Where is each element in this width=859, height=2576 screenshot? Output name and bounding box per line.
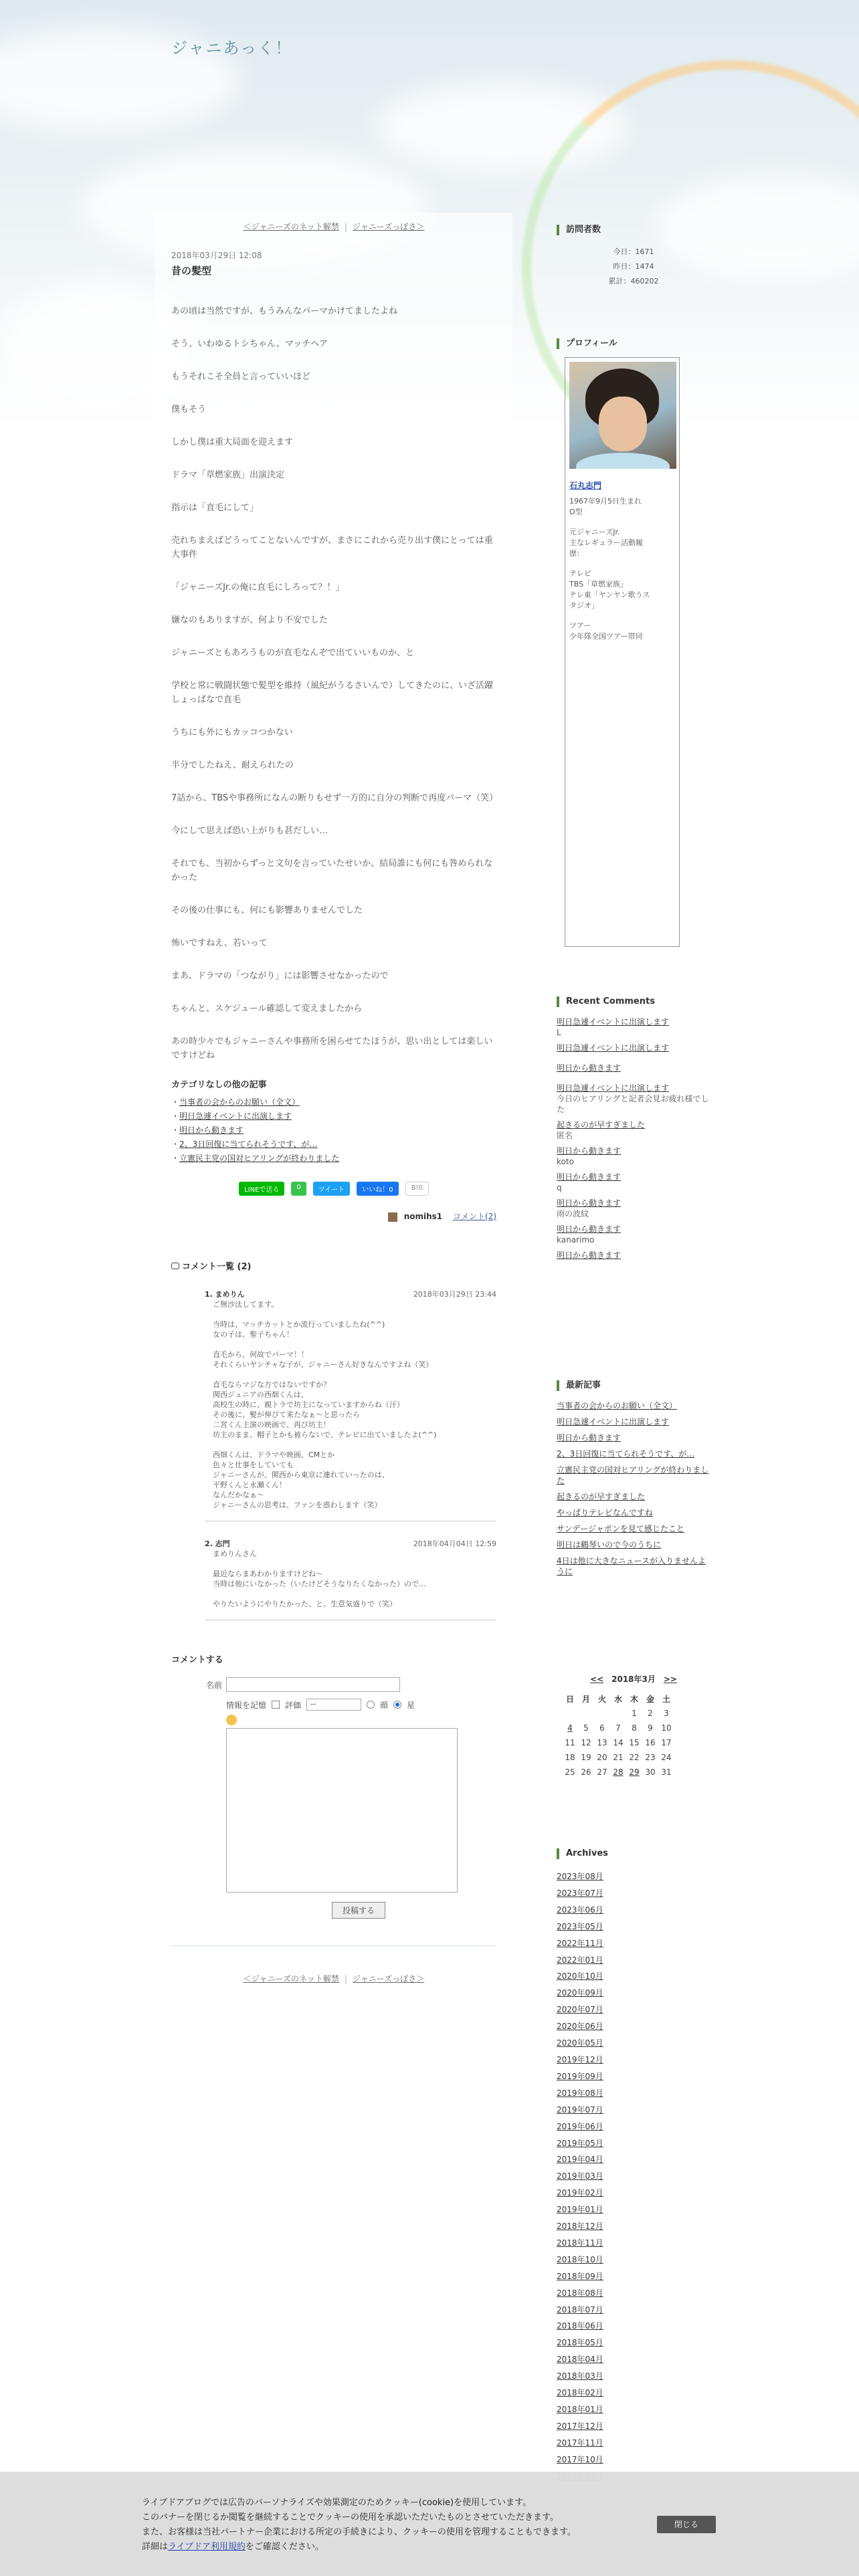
recent-comment-link[interactable]: 明日急遽イベントに出演します	[557, 1043, 670, 1053]
comment-count-link[interactable]: コメント(2)	[453, 1212, 496, 1221]
calendar-day: 22	[629, 1753, 640, 1762]
comment-gap	[205, 1559, 496, 1569]
face-radio-label: 顔	[380, 1700, 389, 1710]
article-paragraph: 売れちまえばどうってことないんですが、まさにこれから売り出す僕にとっては重大事件	[171, 536, 493, 560]
recent-comment-author	[557, 1073, 710, 1078]
comment-item	[205, 1289, 496, 1521]
recent-comment-link[interactable]: 明日から動きます	[557, 1146, 622, 1156]
recent-comment-author: 今日のヒアリングと記者会見お疲れ様でした	[557, 1094, 709, 1114]
recent-comment-link[interactable]: 明日急遽イベントに出演します	[557, 1017, 670, 1027]
calendar-day: 26	[581, 1767, 591, 1777]
latest-article-link[interactable]: 4日は他に大きなニュースが入りませんように	[557, 1556, 706, 1576]
comment-line: 坊主のまま、帽子とかも被らないで、テレビに出ていましたよ(^^)	[213, 1430, 437, 1439]
calendar-week	[562, 1721, 674, 1735]
like-button[interactable]: いいね！0	[357, 1182, 398, 1196]
recent-comments-heading: Recent Comments	[557, 996, 710, 1007]
recent-comment-link[interactable]: 明日から動きます	[557, 1224, 622, 1234]
recent-comment-link[interactable]: 明日から動きます	[557, 1172, 622, 1182]
latest-article-link[interactable]: 立憲民主党の国対ヒアリングが終わりました	[557, 1465, 709, 1485]
recent-comment-author	[557, 1261, 710, 1265]
recent-comment-item	[557, 1083, 710, 1093]
comment-line: 当時は、マッチカットとか流行っていましたね(^^)	[213, 1320, 385, 1329]
archive-month-link[interactable]: 2019年06月	[557, 2121, 603, 2131]
comment-line: 平野くんと永瀬くん！	[213, 1481, 286, 1489]
calendar-day: 16	[645, 1738, 656, 1747]
rating-select[interactable]: ー	[306, 1699, 361, 1711]
comment-line: 二宮くん主演の映画で、再び坊主！	[213, 1420, 330, 1429]
comment-textarea[interactable]	[226, 1728, 458, 1893]
article-paragraph: 指示は「直毛にして」	[171, 503, 259, 513]
profile-heading: プロフィール	[557, 338, 710, 349]
related-article-item: ・2、3日回復に当てられそうです、が…	[171, 1140, 318, 1149]
archive-month-link[interactable]: 2023年08月	[557, 1872, 603, 1881]
calendar-day	[626, 1765, 642, 1780]
calendar-week	[562, 1750, 674, 1765]
archive-month-link[interactable]: 2023年07月	[557, 1888, 603, 1898]
latest-articles-heading: 最新記事	[557, 1380, 710, 1391]
article-body	[171, 304, 496, 1063]
face-radio[interactable]	[367, 1701, 375, 1709]
article-title: 昔の髪型	[171, 265, 212, 277]
calendar-day: 25	[565, 1767, 575, 1777]
archive-month-link[interactable]: 2017年10月	[557, 2454, 603, 2464]
calendar-table	[562, 1691, 674, 1780]
recent-comment-author	[557, 1053, 710, 1058]
calendar-day: 3	[664, 1709, 669, 1718]
calendar-day: 6	[599, 1723, 605, 1733]
calendar-day: 5	[583, 1723, 589, 1733]
calendar-day: 1	[632, 1709, 637, 1718]
profile-name-link[interactable]: 石丸志門	[569, 481, 602, 490]
submit-comment-button[interactable]: 投稿する	[332, 1902, 385, 1919]
calendar-day	[610, 1765, 626, 1780]
recent-comment-author: koto	[557, 1157, 574, 1166]
remember-label: 情報を記憶	[226, 1700, 267, 1710]
latest-article-link[interactable]: 明日から動きます	[557, 1433, 622, 1442]
latest-articles-widget	[557, 1380, 710, 1582]
profile-line: 元ジャニーズJr.	[569, 528, 620, 536]
comment-line: その後に、髪が伸びて来たなぁ～と思ったら	[213, 1410, 360, 1419]
comment-options	[226, 1699, 496, 1711]
archive-month-link[interactable]: 2020年06月	[557, 2022, 603, 2032]
recent-comment-author: 雨の波紋	[557, 1209, 589, 1218]
related-article-link[interactable]: 明日から動きます	[179, 1125, 244, 1135]
article-paragraph: しかし僕は重大局面を迎えます	[171, 437, 294, 447]
recent-comment-item	[557, 1250, 710, 1261]
related-article-item: ・当事者の会からのお願い（全文）	[171, 1097, 300, 1107]
article-paragraph: 「ジャニーズJr.の俺に直毛にしろって？！」	[171, 582, 345, 593]
recent-comment-item	[557, 1119, 710, 1130]
article-paragraph: 僕もそう	[171, 405, 207, 415]
comment-line: 直毛ならマジな方ではないですか？	[213, 1380, 330, 1389]
rating-label: 評価	[285, 1700, 302, 1710]
name-row	[171, 1677, 496, 1692]
calendar-day	[578, 1706, 594, 1721]
recent-comment-author: q	[557, 1183, 562, 1192]
article-paragraph: ドラマ「草燃家族」出演決定	[171, 470, 285, 480]
calendar-day: 15	[629, 1738, 640, 1747]
next-article-link[interactable]: ジャニーズっぽさ＞	[352, 222, 425, 231]
comment-line: ご無沙汰してます。	[213, 1300, 279, 1309]
archive-month-link[interactable]: 2018年07月	[557, 2304, 603, 2315]
recent-comment-author: L	[557, 1028, 561, 1037]
profile-gap	[569, 611, 675, 621]
calendar-week	[562, 1765, 674, 1780]
cookie-line-4-pre: 詳細は	[142, 2542, 169, 2552]
related-article-link[interactable]: 立憲民主党の国対ヒアリングが終わりました	[179, 1154, 340, 1163]
calendar-weekdays	[562, 1691, 674, 1706]
article	[155, 249, 512, 1946]
calendar-weekday: 月	[581, 1694, 590, 1704]
article-paragraph: 嫌なのもありますが、何より不安でした	[171, 615, 328, 625]
latest-article-link[interactable]: 2、3日回復に当てられそうです、が…	[557, 1449, 695, 1459]
archive-month-link[interactable]: 2019年07月	[557, 2105, 603, 2115]
calendar-day	[562, 1706, 578, 1721]
archive-month-link[interactable]: 2017年12月	[557, 2421, 603, 2431]
prev-article-link-bottom[interactable]: ＜ジャニーズのネット解禁	[243, 1974, 339, 1983]
profile-line: 少年隊全国ツアー帯同	[569, 632, 643, 641]
cookie-banner	[0, 2472, 859, 2576]
archive-month-link[interactable]: 2020年07月	[557, 2005, 603, 2015]
latest-article-link[interactable]: サンデージャポンを見て感じたこと	[557, 1524, 684, 1533]
cookie-line-4	[142, 2540, 576, 2555]
star-radio[interactable]	[393, 1701, 401, 1709]
archive-month-link[interactable]: 2018年01月	[557, 2405, 603, 2414]
visits-yesterday: 昨日：1474	[613, 262, 654, 271]
archive-month-link[interactable]: 2020年10月	[557, 1971, 603, 1981]
recent-comment-link[interactable]: 明日から動きます	[557, 1198, 622, 1208]
archives-widget	[557, 1848, 710, 2485]
cookie-line-4-post: をご確認ください。	[245, 2542, 324, 2552]
article-paragraph: あの頃は当然ですが、もうみんなパーマかけてましたよね	[171, 306, 398, 316]
profile-line: 主なレギュラー活動履	[569, 538, 643, 547]
calendar-day: 8	[632, 1723, 637, 1733]
calendar-header	[557, 1673, 710, 1685]
archive-month-link[interactable]: 2019年01月	[557, 2205, 603, 2215]
calendar-day-link[interactable]: 28	[613, 1767, 624, 1777]
profile-widget	[557, 338, 710, 947]
archive-month-link[interactable]: 2018年06月	[557, 2321, 603, 2331]
calendar-day	[610, 1706, 626, 1721]
calendar-day: 9	[648, 1723, 653, 1733]
archive-month-link[interactable]: 2017年11月	[557, 2438, 603, 2448]
article-paragraph: まあ、ドラマの「つながり」には影響させなかったので	[171, 971, 389, 981]
cookie-close-button[interactable]: 閉じる	[657, 2516, 716, 2533]
comment-line: ジャニーさんが、関西から東京に連れていったのは、	[213, 1471, 389, 1479]
profile-line: テレ東「ヤンヤン歌うス	[569, 591, 650, 599]
profile-gap	[569, 518, 675, 527]
comment-line: まめりんさん	[213, 1549, 257, 1558]
archive-month-link[interactable]: 2022年11月	[557, 1938, 603, 1948]
category-heading: カテゴリなしの他の記事	[171, 1080, 267, 1090]
calendar-day: 21	[613, 1753, 624, 1762]
comment-count-button[interactable]: 0	[291, 1182, 306, 1196]
calendar-weekday: 木	[630, 1694, 638, 1704]
comment-gap	[205, 1370, 496, 1380]
emoji-picker-icon[interactable]	[226, 1715, 237, 1725]
archives-list	[557, 1868, 710, 2485]
comment-line: 女の子は、聖子ちゃん！	[213, 1330, 294, 1339]
comment-line: やりたいようにやりたかった、と。生意気盛りで（笑）	[213, 1600, 397, 1608]
archive-month-link[interactable]: 2020年05月	[557, 2038, 603, 2048]
recent-comment-author: kanarimo	[557, 1235, 595, 1245]
calendar-next-link[interactable]: >>	[663, 1675, 677, 1684]
comment-line: 関西ジュニアの西畑くんは、	[213, 1390, 308, 1399]
latest-article-link[interactable]: 起きるのが早すぎました	[557, 1492, 646, 1501]
pager-nav-bottom: ＜ジャニーズのネット解禁 | ジャニーズっぽさ＞	[243, 1974, 425, 1983]
article-date: 2018年03月29日 12:08	[171, 251, 262, 260]
visits-today: 今日：1671	[613, 247, 654, 256]
profile-line: 1967年9月5日生まれ	[569, 497, 642, 506]
comment-author: 1. まめりん	[205, 1290, 245, 1299]
archive-month-link[interactable]: 2022年01月	[557, 1955, 603, 1965]
profile-line: テレビ	[569, 569, 591, 578]
comment-date: 2018年04月04日 12:59	[413, 1539, 496, 1548]
archive-month-link[interactable]: 2018年04月	[557, 2355, 603, 2365]
related-article-link[interactable]: 当事者の会からのお願い（全文）	[179, 1097, 300, 1107]
calendar-day: 31	[661, 1767, 672, 1777]
calendar-day: 12	[581, 1738, 591, 1747]
calendar-day: 14	[613, 1738, 624, 1747]
latest-article-link[interactable]: 当事者の会からのお願い（全文）	[557, 1401, 678, 1410]
comment-gap	[205, 1440, 496, 1450]
cookie-text	[142, 2496, 576, 2555]
recent-comment-item	[557, 1198, 710, 1208]
calendar-prev-link[interactable]: <<	[590, 1675, 604, 1684]
article-paragraph: もうそれこそ全員と言っていいほど	[171, 372, 311, 382]
article-paragraph: 怖いですねえ、若いって	[171, 938, 268, 948]
archive-month-link[interactable]: 2018年02月	[557, 2388, 603, 2398]
comment-gap	[205, 1309, 496, 1319]
recent-comment-link[interactable]: 明日から動きます	[557, 1063, 622, 1073]
latest-article-link[interactable]: 明日は鶴琴いので今のうちに	[557, 1540, 662, 1549]
profile-line: TBS「草燃家族」	[569, 580, 628, 588]
related-article-item: ・明日急遽イベントに出演します	[171, 1111, 292, 1121]
recent-comment-link[interactable]: 起きるのが早すぎました	[557, 1120, 646, 1130]
calendar-day: 30	[645, 1767, 656, 1777]
comment-gap	[205, 1589, 496, 1599]
profile-line: 歴：	[569, 549, 584, 558]
comment-line: 直毛から、何故でパーマ！！	[213, 1350, 308, 1359]
article-meta	[171, 1210, 496, 1222]
article-paragraph: 7話から、TBSや事務所になんの断りもせず一方的に自分の判断で再度パーマ（笑）	[171, 793, 498, 803]
calendar-day: 2	[648, 1709, 653, 1718]
calendar-day: 24	[661, 1753, 672, 1762]
line-share-button[interactable]: LINEで送る	[239, 1182, 284, 1196]
calendar-day	[562, 1721, 578, 1735]
calendar-day: 11	[565, 1738, 575, 1747]
cookie-line-1: ライブドアブログでは広告のパーソナライズや効果測定のためクッキー(cookie)を使用しています。	[142, 2498, 532, 2508]
profile-line: タジオ」	[569, 601, 599, 610]
visitor-heading: 訪問者数	[557, 225, 710, 235]
comment-line: 高校生の時に、親トラで坊主になっていますからね（汗）	[213, 1400, 404, 1409]
profile-line: O型	[569, 508, 583, 516]
comment-line: それくらいヤンチャな子が、ジャニーさん好きなんですよね（笑）	[213, 1360, 434, 1369]
recent-comment-link[interactable]: 明日から動きます	[557, 1251, 622, 1260]
calendar-day: 20	[597, 1753, 607, 1762]
article-paragraph: ジャニーズともあろうものが直毛なんぞで出ていいものか、と	[171, 648, 415, 658]
recent-comment-link[interactable]: 明日急遽イベントに出演します	[557, 1083, 670, 1093]
calendar-week	[562, 1735, 674, 1750]
visits-total: 累計：460202	[608, 277, 659, 286]
name-label: 名前	[205, 1680, 222, 1690]
prev-article-link[interactable]: ＜ジャニーズのネット解禁	[243, 222, 339, 231]
archive-month-link[interactable]: 2020年09月	[557, 1988, 603, 1998]
calendar-day-link[interactable]: 4	[567, 1723, 573, 1733]
recent-comment-item	[557, 1146, 710, 1156]
calendar-weekday: 水	[613, 1694, 622, 1704]
article-paragraph: そう、いわゆるトシちゃん、マッチヘア	[171, 339, 328, 349]
latest-article-link[interactable]: 明日急遽イベントに出演します	[557, 1417, 670, 1426]
archive-month-link[interactable]: 2019年02月	[557, 2188, 603, 2198]
site-title[interactable]: ジャニあっく！	[171, 39, 293, 58]
archive-month-link[interactable]: 2019年04月	[557, 2155, 603, 2165]
profile-photo	[569, 362, 676, 469]
archive-month-link[interactable]: 2023年06月	[557, 1905, 603, 1915]
article-paragraph: それでも、当初からずっと文句を言っていたせいか、結局誰にも何にも咎められなかった	[171, 859, 493, 883]
visitor-counts	[557, 245, 710, 289]
related-articles	[171, 1095, 496, 1166]
comment-header	[205, 1539, 496, 1549]
calendar-title: 2018年3月	[611, 1675, 656, 1684]
latest-articles-list	[557, 1400, 710, 1577]
comment-line: 色々と仕事をしていても	[213, 1461, 294, 1469]
pager-nav-top: ＜ジャニーズのネット解禁 | ジャニーズっぽさ＞	[243, 222, 425, 231]
archive-month-link[interactable]: 2019年05月	[557, 2138, 603, 2148]
article-paragraph: 学校と常に戦闘状態で髪型を維持（風紀がうるさいんで）してきたのに、いざ活躍しょっぱなで直毛	[171, 681, 494, 705]
archive-month-link[interactable]: 2018年08月	[557, 2288, 603, 2298]
comments-heading	[171, 1259, 496, 1272]
author-icon	[388, 1212, 397, 1222]
recent-comment-item	[557, 1224, 710, 1235]
recent-comment-item	[557, 1043, 710, 1053]
calendar-day: 27	[597, 1767, 607, 1777]
calendar-week	[562, 1706, 674, 1721]
recent-comments-widget	[557, 996, 710, 1270]
profile-box	[565, 357, 680, 947]
share-buttons	[171, 1182, 496, 1196]
recent-comment-author: 匿名	[557, 1131, 573, 1140]
divider	[171, 1945, 496, 1946]
profile-line: ツアー	[569, 621, 591, 630]
main-content	[155, 213, 512, 1992]
comment-line: 当時は他にいなかった（いたけどそうなりたくなかった）ので…	[213, 1580, 426, 1588]
archive-month-link[interactable]: 2019年09月	[557, 2071, 603, 2081]
archive-month-link[interactable]: 2018年11月	[557, 2238, 603, 2248]
comment-author: 2. 志門	[205, 1539, 230, 1548]
speech-bubble-icon	[171, 1263, 179, 1269]
calendar-weekday: 土	[662, 1694, 670, 1704]
related-article-item: ・明日から動きます	[171, 1125, 244, 1135]
calendar-day	[594, 1706, 610, 1721]
related-article-link[interactable]: 明日急遽イベントに出演します	[179, 1111, 292, 1121]
calendar-weekday: 火	[597, 1694, 606, 1704]
next-article-link-bottom[interactable]: ジャニーズっぽさ＞	[352, 1974, 425, 1983]
archive-month-link[interactable]: 2023年05月	[557, 1921, 603, 1931]
tweet-button[interactable]: ツイート	[313, 1182, 351, 1196]
comment-form-title: コメントする	[171, 1655, 223, 1665]
archive-month-link[interactable]: 2019年03月	[557, 2171, 603, 2181]
calendar-weekday: 金	[646, 1694, 654, 1704]
archive-month-link[interactable]: 2018年03月	[557, 2371, 603, 2381]
comment-list	[171, 1289, 496, 1620]
related-article-link[interactable]: 2、3日回復に当てられそうです、が…	[179, 1140, 318, 1149]
comment-header	[205, 1289, 496, 1299]
calendar-day: 19	[581, 1753, 591, 1762]
cookie-line-2: このバナーを閉じるか閲覧を継続することでクッキーの使用を承認いただいたものとさせていただきます。	[142, 2512, 559, 2523]
latest-article-link[interactable]: やっぱりテレビなんですね	[557, 1508, 653, 1517]
comment-line: 最近ならまあわかりますけどね～	[213, 1570, 323, 1578]
calendar-widget	[557, 1673, 710, 1780]
comment-item	[205, 1539, 496, 1620]
calendar-day-link[interactable]: 29	[629, 1767, 640, 1777]
terms-link[interactable]: ライブドア利用規約	[168, 2542, 246, 2552]
profile-text	[569, 496, 675, 642]
remember-checkbox[interactable]	[272, 1701, 280, 1709]
hatena-bookmark-button[interactable]: B!0	[405, 1182, 429, 1196]
author-name: nomihs1	[403, 1212, 443, 1221]
calendar-day: 17	[661, 1738, 672, 1747]
name-input[interactable]	[226, 1677, 400, 1692]
archive-month-link[interactable]: 2018年10月	[557, 2254, 603, 2264]
calendar-day: 13	[597, 1738, 607, 1747]
recent-comments-list	[557, 1016, 710, 1265]
archive-month-link[interactable]: 2018年12月	[557, 2222, 603, 2232]
archives-heading: Archives	[557, 1848, 710, 1859]
calendar-day: 7	[615, 1723, 621, 1733]
calendar-weekday: 日	[565, 1694, 574, 1704]
cookie-line-3: また、お客様は当社パートナー企業における所定の手続きにより、クッキーの使用を管理することもできます。	[142, 2527, 576, 2537]
article-paragraph: ちゃんと、スケジュール確認して変えましたから	[171, 1004, 363, 1014]
article-paragraph: うちにも外にもカッコつかない	[171, 728, 293, 738]
archive-month-link[interactable]: 2018年09月	[557, 2271, 603, 2281]
article-paragraph: 半分でしたねえ、耐えられたの	[171, 760, 294, 770]
calendar-day: 23	[645, 1753, 656, 1762]
recent-comment-item	[557, 1016, 710, 1027]
comment-date: 2018年03月29日 23:44	[413, 1290, 496, 1299]
article-paragraph: 今にして思えば恐い上がりも甚だしい…	[171, 826, 328, 836]
comment-line: 西畑くんは、ドラマや映画、CMとか	[213, 1451, 335, 1459]
related-article-item: ・立憲民主党の国対ヒアリングが終わりました	[171, 1154, 340, 1163]
article-paragraph: その後の仕事にも、何にも影響ありませんでした	[171, 905, 363, 916]
comment-gap	[205, 1339, 496, 1350]
comment-line: なんだかなぁ～	[213, 1491, 264, 1499]
calendar-day: 18	[565, 1753, 575, 1762]
visitor-widget	[557, 225, 710, 289]
profile-gap	[569, 559, 675, 568]
archive-month-link[interactable]: 2018年05月	[557, 2338, 603, 2348]
star-radio-label: 星	[407, 1700, 415, 1710]
calendar-day: 10	[661, 1723, 672, 1733]
archive-month-link[interactable]: 2019年12月	[557, 2054, 603, 2064]
archive-month-link[interactable]: 2019年08月	[557, 2088, 603, 2098]
article-paragraph: あの時少々でもジャニーさんや事務所を困らせてたほうが、思い出としては楽しいですけどね	[171, 1037, 493, 1061]
recent-comment-item	[557, 1172, 710, 1182]
comments-heading-label: コメント一覧 (2)	[182, 1262, 252, 1272]
recent-comment-item	[557, 1063, 710, 1073]
comment-line: ジャニーさんの思考は、ファンを惑わします（笑）	[213, 1501, 382, 1509]
